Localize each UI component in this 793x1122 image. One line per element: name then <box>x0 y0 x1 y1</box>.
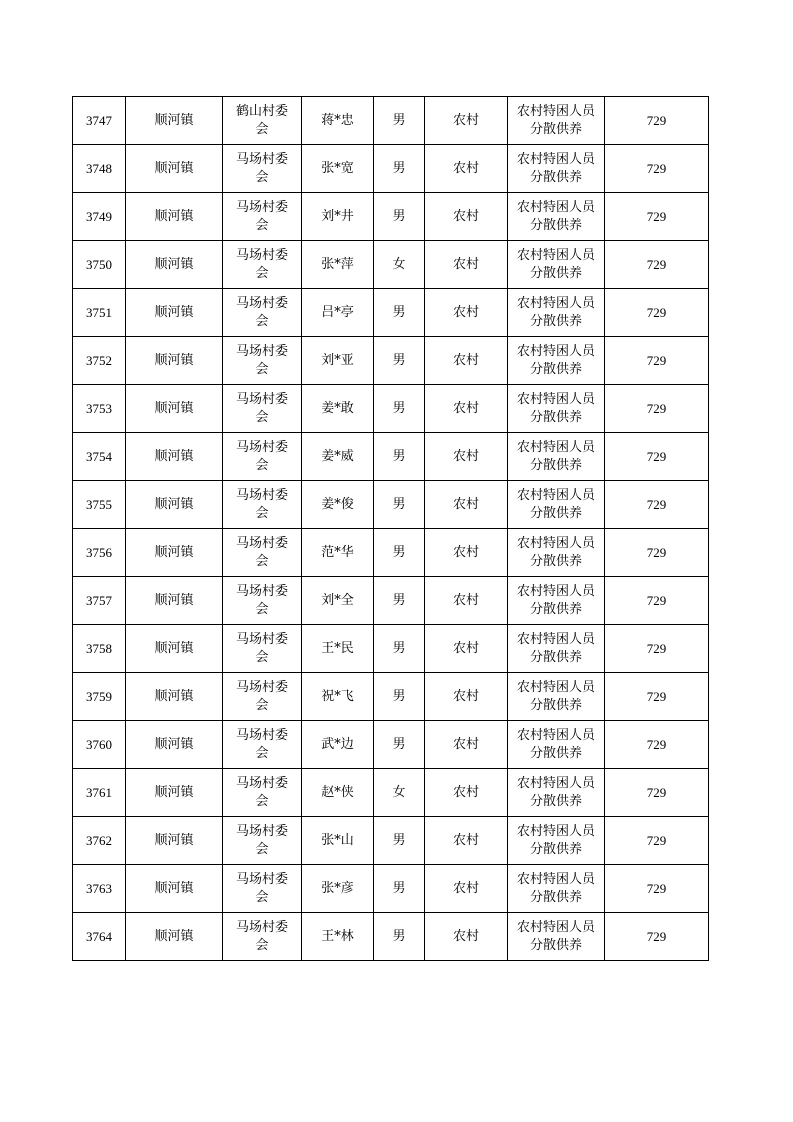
gender-cell: 男 <box>374 673 425 721</box>
town-cell: 顺河镇 <box>126 769 223 817</box>
table-row <box>73 673 709 721</box>
area-type-cell: 农村 <box>425 865 508 913</box>
record-number-cell: 3747 <box>73 97 126 145</box>
support-category-cell: 农村特困人员分散供养 <box>508 193 605 241</box>
support-category-cell: 农村特困人员分散供养 <box>508 817 605 865</box>
area-type-cell: 农村 <box>425 193 508 241</box>
gender-cell: 男 <box>374 145 425 193</box>
person-name-cell: 赵*侠 <box>302 769 374 817</box>
table-row <box>73 145 709 193</box>
town-cell: 顺河镇 <box>126 625 223 673</box>
support-category-cell: 农村特困人员分散供养 <box>508 97 605 145</box>
village-committee-cell: 马场村委会 <box>223 433 302 481</box>
amount-cell: 729 <box>605 193 709 241</box>
gender-cell: 男 <box>374 337 425 385</box>
support-category-cell: 农村特困人员分散供养 <box>508 673 605 721</box>
table-row <box>73 337 709 385</box>
gender-cell: 男 <box>374 433 425 481</box>
town-cell: 顺河镇 <box>126 337 223 385</box>
support-category-cell: 农村特困人员分散供养 <box>508 337 605 385</box>
table-row <box>73 577 709 625</box>
area-type-cell: 农村 <box>425 817 508 865</box>
town-cell: 顺河镇 <box>126 817 223 865</box>
village-committee-cell: 马场村委会 <box>223 913 302 961</box>
gender-cell: 男 <box>374 481 425 529</box>
gender-cell: 男 <box>374 721 425 769</box>
gender-cell: 女 <box>374 769 425 817</box>
area-type-cell: 农村 <box>425 289 508 337</box>
record-number-cell: 3754 <box>73 433 126 481</box>
support-category-cell: 农村特困人员分散供养 <box>508 385 605 433</box>
village-committee-cell: 马场村委会 <box>223 337 302 385</box>
record-number-cell: 3749 <box>73 193 126 241</box>
gender-cell: 男 <box>374 865 425 913</box>
area-type-cell: 农村 <box>425 145 508 193</box>
table-row <box>73 769 709 817</box>
area-type-cell: 农村 <box>425 673 508 721</box>
support-category-cell: 农村特困人员分散供养 <box>508 577 605 625</box>
amount-cell: 729 <box>605 145 709 193</box>
person-name-cell: 王*林 <box>302 913 374 961</box>
support-category-cell: 农村特困人员分散供养 <box>508 865 605 913</box>
town-cell: 顺河镇 <box>126 385 223 433</box>
gender-cell: 男 <box>374 913 425 961</box>
table-row <box>73 913 709 961</box>
support-category-cell: 农村特困人员分散供养 <box>508 625 605 673</box>
amount-cell: 729 <box>605 481 709 529</box>
record-number-cell: 3755 <box>73 481 126 529</box>
amount-cell: 729 <box>605 337 709 385</box>
amount-cell: 729 <box>605 97 709 145</box>
amount-cell: 729 <box>605 721 709 769</box>
village-committee-cell: 马场村委会 <box>223 289 302 337</box>
table-row <box>73 97 709 145</box>
support-category-cell: 农村特困人员分散供养 <box>508 769 605 817</box>
gender-cell: 男 <box>374 529 425 577</box>
amount-cell: 729 <box>605 241 709 289</box>
amount-cell: 729 <box>605 289 709 337</box>
town-cell: 顺河镇 <box>126 97 223 145</box>
village-committee-cell: 马场村委会 <box>223 193 302 241</box>
area-type-cell: 农村 <box>425 241 508 289</box>
village-committee-cell: 马场村委会 <box>223 817 302 865</box>
town-cell: 顺河镇 <box>126 193 223 241</box>
village-committee-cell: 马场村委会 <box>223 145 302 193</box>
table-row <box>73 193 709 241</box>
town-cell: 顺河镇 <box>126 721 223 769</box>
person-name-cell: 姜*敢 <box>302 385 374 433</box>
gender-cell: 男 <box>374 577 425 625</box>
record-number-cell: 3751 <box>73 289 126 337</box>
area-type-cell: 农村 <box>425 529 508 577</box>
support-category-cell: 农村特困人员分散供养 <box>508 913 605 961</box>
gender-cell: 男 <box>374 385 425 433</box>
record-number-cell: 3752 <box>73 337 126 385</box>
support-category-cell: 农村特困人员分散供养 <box>508 145 605 193</box>
record-number-cell: 3762 <box>73 817 126 865</box>
area-type-cell: 农村 <box>425 337 508 385</box>
town-cell: 顺河镇 <box>126 145 223 193</box>
table-row <box>73 625 709 673</box>
town-cell: 顺河镇 <box>126 865 223 913</box>
record-number-cell: 3753 <box>73 385 126 433</box>
amount-cell: 729 <box>605 817 709 865</box>
gender-cell: 男 <box>374 817 425 865</box>
support-category-cell: 农村特困人员分散供养 <box>508 481 605 529</box>
village-committee-cell: 马场村委会 <box>223 385 302 433</box>
town-cell: 顺河镇 <box>126 289 223 337</box>
town-cell: 顺河镇 <box>126 913 223 961</box>
amount-cell: 729 <box>605 673 709 721</box>
table-row <box>73 481 709 529</box>
record-number-cell: 3757 <box>73 577 126 625</box>
record-number-cell: 3761 <box>73 769 126 817</box>
village-committee-cell: 马场村委会 <box>223 721 302 769</box>
person-name-cell: 武*边 <box>302 721 374 769</box>
support-category-cell: 农村特困人员分散供养 <box>508 241 605 289</box>
village-committee-cell: 马场村委会 <box>223 481 302 529</box>
table-row <box>73 529 709 577</box>
amount-cell: 729 <box>605 577 709 625</box>
village-committee-cell: 马场村委会 <box>223 241 302 289</box>
person-name-cell: 张*山 <box>302 817 374 865</box>
amount-cell: 729 <box>605 529 709 577</box>
area-type-cell: 农村 <box>425 385 508 433</box>
person-name-cell: 张*宽 <box>302 145 374 193</box>
record-number-cell: 3748 <box>73 145 126 193</box>
amount-cell: 729 <box>605 385 709 433</box>
record-number-cell: 3759 <box>73 673 126 721</box>
person-name-cell: 姜*俊 <box>302 481 374 529</box>
amount-cell: 729 <box>605 433 709 481</box>
town-cell: 顺河镇 <box>126 241 223 289</box>
record-number-cell: 3760 <box>73 721 126 769</box>
gender-cell: 男 <box>374 289 425 337</box>
area-type-cell: 农村 <box>425 97 508 145</box>
person-name-cell: 刘*亚 <box>302 337 374 385</box>
support-category-cell: 农村特困人员分散供养 <box>508 433 605 481</box>
support-category-cell: 农村特困人员分散供养 <box>508 529 605 577</box>
area-type-cell: 农村 <box>425 481 508 529</box>
beneficiary-table <box>72 96 709 961</box>
village-committee-cell: 马场村委会 <box>223 625 302 673</box>
person-name-cell: 范*华 <box>302 529 374 577</box>
table-row <box>73 817 709 865</box>
village-committee-cell: 马场村委会 <box>223 673 302 721</box>
person-name-cell: 张*萍 <box>302 241 374 289</box>
table-row <box>73 289 709 337</box>
table-body <box>73 97 709 961</box>
table-row <box>73 385 709 433</box>
gender-cell: 女 <box>374 241 425 289</box>
person-name-cell: 王*民 <box>302 625 374 673</box>
amount-cell: 729 <box>605 769 709 817</box>
town-cell: 顺河镇 <box>126 673 223 721</box>
person-name-cell: 蒋*忠 <box>302 97 374 145</box>
village-committee-cell: 马场村委会 <box>223 529 302 577</box>
town-cell: 顺河镇 <box>126 481 223 529</box>
village-committee-cell: 马场村委会 <box>223 577 302 625</box>
person-name-cell: 刘*井 <box>302 193 374 241</box>
area-type-cell: 农村 <box>425 913 508 961</box>
support-category-cell: 农村特困人员分散供养 <box>508 721 605 769</box>
table-row <box>73 721 709 769</box>
table-row <box>73 433 709 481</box>
person-name-cell: 吕*亭 <box>302 289 374 337</box>
gender-cell: 男 <box>374 97 425 145</box>
area-type-cell: 农村 <box>425 769 508 817</box>
town-cell: 顺河镇 <box>126 577 223 625</box>
amount-cell: 729 <box>605 625 709 673</box>
town-cell: 顺河镇 <box>126 433 223 481</box>
person-name-cell: 姜*威 <box>302 433 374 481</box>
gender-cell: 男 <box>374 625 425 673</box>
table-row <box>73 865 709 913</box>
village-committee-cell: 马场村委会 <box>223 769 302 817</box>
record-number-cell: 3758 <box>73 625 126 673</box>
area-type-cell: 农村 <box>425 433 508 481</box>
person-name-cell: 张*彦 <box>302 865 374 913</box>
record-number-cell: 3756 <box>73 529 126 577</box>
village-committee-cell: 马场村委会 <box>223 865 302 913</box>
support-category-cell: 农村特困人员分散供养 <box>508 289 605 337</box>
record-number-cell: 3763 <box>73 865 126 913</box>
area-type-cell: 农村 <box>425 625 508 673</box>
area-type-cell: 农村 <box>425 721 508 769</box>
village-committee-cell: 鹤山村委会 <box>223 97 302 145</box>
table-row <box>73 241 709 289</box>
record-number-cell: 3764 <box>73 913 126 961</box>
person-name-cell: 刘*全 <box>302 577 374 625</box>
gender-cell: 男 <box>374 193 425 241</box>
town-cell: 顺河镇 <box>126 529 223 577</box>
amount-cell: 729 <box>605 913 709 961</box>
area-type-cell: 农村 <box>425 577 508 625</box>
amount-cell: 729 <box>605 865 709 913</box>
person-name-cell: 祝*飞 <box>302 673 374 721</box>
record-number-cell: 3750 <box>73 241 126 289</box>
